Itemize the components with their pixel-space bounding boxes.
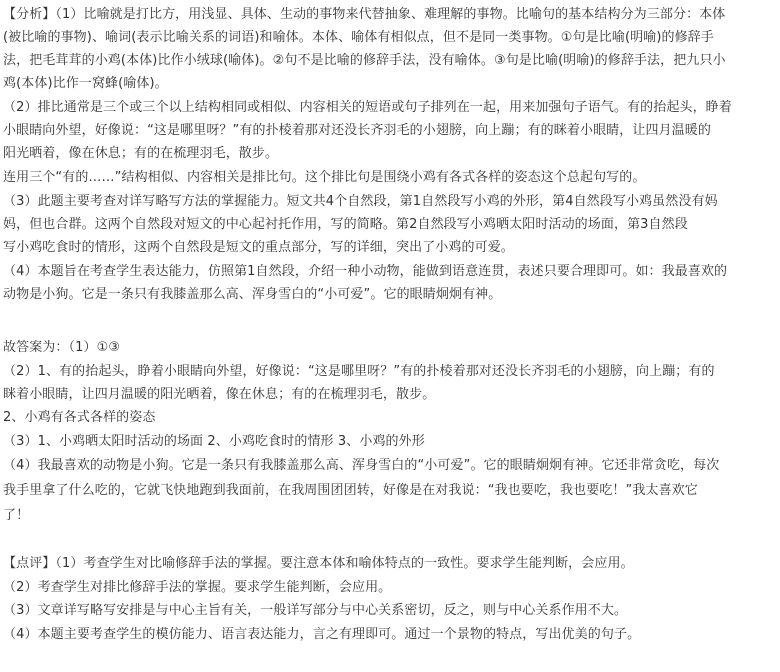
answer-line-6: （4）我最喜欢的动物是小狗。它是一条只有我膝盖那么高、浑身雪白的“小可爱”。它的眼睛炯炯有神。它还非常贪吃，每次	[3, 458, 720, 473]
analysis-tag: 【分析】	[3, 7, 56, 22]
answer-line-5: （3）1、小鸡晒太阳时活动的场面 2、小鸡吃食时的情形 3、小鸡的外形	[3, 434, 425, 449]
analysis-line-9: （3）此题主要考查对详写略写方法的掌握能力。短文共4个自然段，第1自然段写小鸡的外形，第4自然段写小鸡虽然没有妈	[3, 194, 718, 209]
answer-line-4: 2、小鸡有各式各样的姿态	[3, 410, 156, 425]
analysis-line-3: 法，把毛茸茸的小鸡(本体)比作小绒球(喻体)。②句不是比喻的修辞手法，没有喻体。③句是比喻(明喻)的修辞手法，把九只小	[3, 53, 726, 68]
answer-line-2: （2）1、有的抬起头，睁着小眼睛向外望，好像说：“这是哪里呀？”有的扑棱着那对还没长齐羽毛的小翅膀，向上蹦；有的	[3, 364, 715, 379]
analysis-line-8: 连用三个“有的……”结构相似、内容相关是排比句。这个排比句是围绕小鸡有各式各样的姿态这个总起句写的。	[3, 170, 646, 185]
comment-tag: 【点评】	[3, 556, 56, 571]
analysis-line-12: （4）本题旨在考查学生表达能力，仿照第1自然段，介绍一种小动物，能做到语意连贯，表述只要合理即可。如：我最喜欢的	[3, 264, 728, 279]
analysis-line-2: (被比喻的事物)、喻词(表示比喻关系的词语)和喻体。本体、喻体有相似点，但不是同一类事物。①句是比喻(明喻)的修辞手	[3, 30, 714, 45]
analysis-line-5: （2）排比通常是三个或三个以上结构相同或相似、内容相关的短语或句子排列在一起，用来加强句子语气。有的抬起头，睁着	[3, 100, 732, 115]
answer-line-3: 眯着小眼睛，让四月温暖的阳光晒着，像在休息；有的在梳理羽毛，散步。	[3, 387, 436, 402]
analysis-line-4: 鸡(本体)比作一窝蜂(喻体)。	[3, 76, 168, 91]
analysis-line-7: 阳光晒着，像在休息；有的在梳理羽毛，散步。	[3, 146, 279, 161]
analysis-line-6: 小眼睛向外望，好像说：“这是哪里呀？”有的扑棱着那对还没长齐羽毛的小翅膀，向上蹦；有的眯着小眼睛，让四月温暖的	[3, 123, 711, 138]
analysis-line-1: 【分析】（1）比喻就是打比方，用浅显、具体、生动的事物来代替抽象、难理解的事物。比喻句的基本结构分为三部分：本体	[3, 7, 726, 22]
comment-line-4: （4）本题主要考查学生的模仿能力、语言表达能力，言之有理即可。通过一个景物的特点，写出优美的句子。	[3, 627, 641, 642]
comment-line-2: （2）考查学生对排比修辞手法的掌握。要求学生能判断，会应用。	[3, 580, 392, 595]
comment-line-3: （3）文章详写略写安排是与中心主旨有关，一般详写部分与中心关系密切，反之，则与中心关系作用不大。	[3, 603, 628, 618]
analysis-line-13: 动物是小狗。它是一条只有我膝盖那么高、浑身雪白的“小可爱”。它的眼睛炯炯有神。	[3, 287, 502, 302]
answer-line-7: 我手里拿了什么吃的，它就飞快地跑到我面前，在我周围团团转，好像是在对我说：“我也要吃，我也要吃！”我太喜欢它	[3, 483, 698, 498]
analysis-line-11: 写小鸡吃食时的情形，这两个自然段是短文的重点部分，写的详细，突出了小鸡的可爱。	[3, 240, 514, 255]
answer-line-1: 故答案为：（1）①③	[3, 340, 121, 355]
analysis-line-10: 妈，但也合群。这两个自然段对短文的中心起衬托作用，写的简略。第2自然段写小鸡晒太阳时活动的场面，第3自然段	[3, 217, 688, 232]
comment-line-1: 【点评】（1）考查学生对比喻修辞手法的掌握。要注意本体和喻体特点的一致性。要求学生能判断，会应用。	[3, 556, 634, 571]
answer-line-8: 了！	[3, 508, 30, 523]
